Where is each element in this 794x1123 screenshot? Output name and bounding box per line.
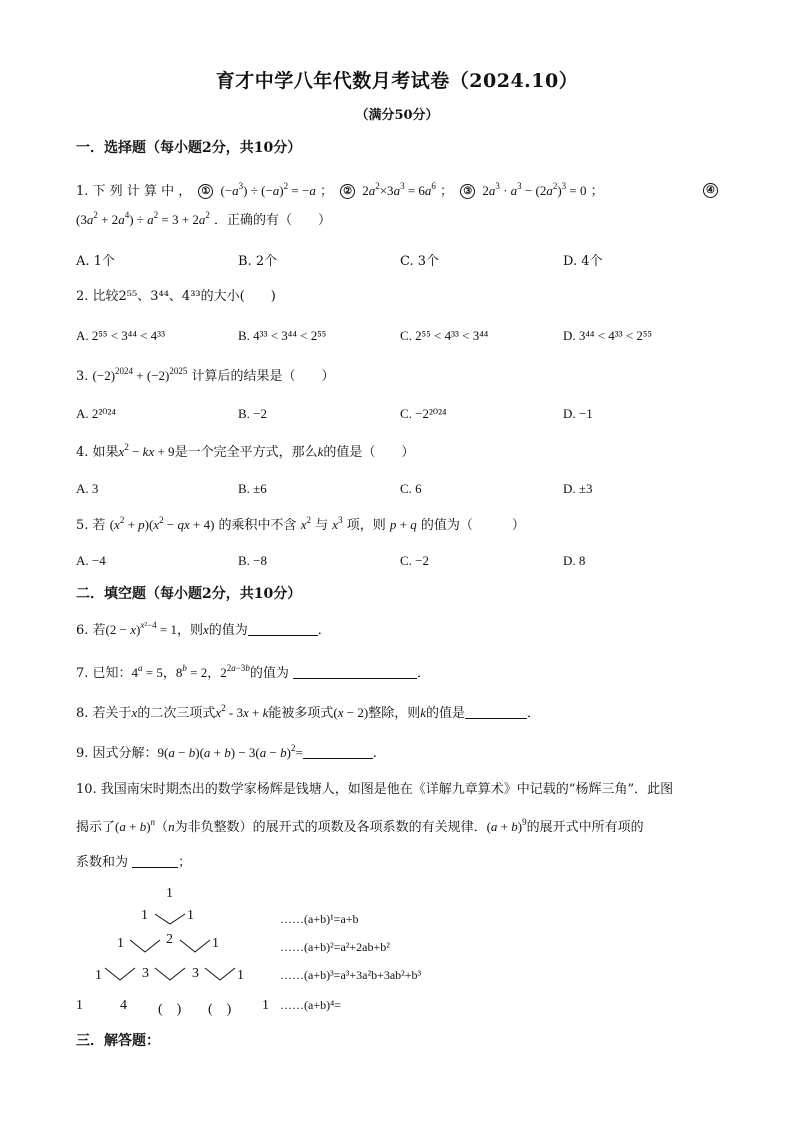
q6-answer-blank[interactable] [248,621,318,636]
q1-option-c[interactable]: C. 3个 [400,254,440,269]
q1-option-d[interactable]: D. 4个 [563,254,603,269]
triangle-formula-1: ……(a+b)¹=a+b [280,912,359,926]
q3-option-a[interactable]: A. 2²⁰²⁴ [76,406,116,421]
q9-expr: $9(a - b)(a + b) - 3(a - b)^2=$ [157,743,303,760]
q4-option-b[interactable]: B. ±6 [238,481,267,496]
question-10-line3: 系数和为 ； [76,855,192,870]
connector-row4-right [205,968,235,980]
q5-option-a[interactable]: A. −4 [76,553,106,568]
triangle-formula-3: ……(a+b)³=a³+3a²b+3ab²+b³ [280,968,422,982]
q5-expr: $(x^2 + p)(x^2$ − qx + 4) [109,515,215,532]
q10-line2-start: 揭示了 [76,820,116,835]
q7-expr: $4^a = 5$，$8^b = 2$，$2^{2a-3b}$ [131,663,250,680]
q4-var-k: k [317,444,324,459]
q1-item4-label: ④ [703,183,718,198]
q1-stem-end: ．正确的有（ ） [213,213,331,228]
section-heading-choice: 一．选择题（每小题2分，共10分） [76,140,302,156]
q8-divisor: (x − 2) [333,705,369,720]
page-title: 育才中学八年代数月考试卷（2024.10） [215,70,579,92]
q4-option-c[interactable]: C. 6 [400,481,422,496]
q7-start: 7. 已知： [76,666,132,681]
q5-stem-mid1: 的乘积中不含 [218,518,297,533]
q3-option-c[interactable]: C. −2²⁰²⁴ [400,406,447,421]
q4-stem-mid: 是一个完全平方式，那么 [174,445,318,460]
q3-option-d[interactable]: D. −1 [563,406,593,421]
q6-expr: $(2 - x)^{x^2-4} = 1$ [105,620,177,637]
q2-option-a[interactable]: A. 2⁵⁵ < 3⁴⁴ < 4³³ [76,328,165,343]
triangle-r2-c1: 1 [141,908,148,923]
q6-start: 6. 若 [76,623,106,638]
q3-stem-end: 计算后的结果是（ ） [191,369,335,384]
triangle-r5-c3-blank: ( ) [158,1002,182,1017]
triangle-r5-c4-blank: ( ) [208,1002,232,1017]
q1-item2-expr: $2a^2\times 3a^3 = 6a^6$ [362,181,436,198]
q6-end: 的值为 [208,623,248,638]
q9-start: 9. 因式分解： [76,746,158,761]
triangle-r4-c3: 3 [192,966,199,981]
q10-answer-blank[interactable] [132,853,178,868]
q8-var-x: x [131,705,138,720]
page-subtitle: （满分50分） [355,108,439,123]
q6-var-x: x [202,622,209,637]
q6-mid: ，则 [176,623,203,638]
q10-expr-n: $(a + b)^n$ [115,817,156,834]
q1-stem-start: 下 列 计 算 中 ， [92,184,192,199]
q3-number: 3. [76,369,93,384]
q7-answer-blank[interactable] [293,664,417,679]
section-heading-fill: 二．填空题（每小题2分，共10分） [76,586,302,602]
yanghui-triangle-figure [70,882,490,1022]
q1-number: 1. [76,184,93,199]
q4-expr: $x^2$ − kx + 9 [118,442,175,459]
q5-option-c[interactable]: C. −2 [400,553,430,568]
section-heading-solve: 三．解答题： [76,1033,160,1049]
q4-option-a[interactable]: A. 3 [76,481,99,496]
triangle-r3-c1: 1 [117,936,124,951]
triangle-r1-c1: 1 [166,886,173,901]
q5-option-b[interactable]: B. −8 [238,553,268,568]
question-1-line2 [76,210,331,231]
q10-var-n: n [168,819,175,834]
connector-row4-mid [155,968,185,980]
q1-item4-wrap [700,181,721,201]
triangle-r3-c2: 2 [166,932,173,947]
q8-end: 的值是 [425,706,465,721]
q3-expr: $(-2)^{2024} + (-2)^{2025}$ [92,366,188,383]
q10-line2-end: 的展开式中所有项的 [526,820,644,835]
q5-option-d[interactable]: D. 8 [563,553,586,568]
q8-var-k: k [420,705,426,720]
q4-stem-end: 的值是（ ） [323,445,415,460]
connector-row3-right [180,940,210,952]
question-1-line1: 1. 下 列 计 算 中 ， ① $(-a^3) \div (-a)^2 = -a$ ； ② $2a^2\times 3a^3 = 6a^6$ ； ③ $2a^3 \cdot a^3 - (2a^2)^3 = 0$ ； [76,181,604,199]
triangle-r5-c2: 4 [120,998,127,1013]
question-9: 9. 因式分解：$9(a - b)(a + b) - 3(a - b)^2=$ . [76,743,377,761]
question-4-stem [76,442,414,463]
q8-mid2: 能被多项式 [268,706,334,721]
q1-item4-expr: $(3a^2 + 2a^4) \div a^2 = 3 + 2a^2$ [76,210,210,227]
q1-option-b[interactable]: B. 2个 [238,254,278,269]
q3-option-b[interactable]: B. −2 [238,406,268,421]
connector-row4-left [105,968,135,980]
triangle-formula-4: ……(a+b)⁴= [280,998,342,1012]
q5-stem-mid3: 项，则 [346,518,386,533]
q8-mid3: 整除，则 [368,706,421,721]
q1-item1-expr: $(-a^3) \div (-a)^2 = -a$ [220,181,316,198]
q7-mid: 的值为 [249,666,289,681]
q1-item3-label: ③ [460,184,475,199]
q8-mid1: 的二次三项式 [137,706,216,721]
triangle-r5-c1: 1 [76,998,83,1013]
triangle-r4-c2: 3 [142,966,149,981]
question-2-stem: 2. 比较2⁵⁵、3⁴⁴、4³³的大小( ) [76,289,276,304]
q10-line2-mid: （ [155,820,169,835]
q2-option-c[interactable]: C. 2⁵⁵ < 4³³ < 3⁴⁴ [400,328,489,343]
triangle-r4-c4: 1 [237,968,244,983]
q5-sum-expr: p + q [389,517,417,532]
q1-item1-label: ① [198,184,213,199]
q1-option-a[interactable]: A. 1个 [76,254,115,269]
q4-option-d[interactable]: D. ±3 [563,481,593,496]
q1-item3-expr: $2a^3 \cdot a^3 - (2a^2)^3 = 0$ [482,181,587,198]
question-3-stem [76,366,335,387]
q8-start: 8. 若关于 [76,706,132,721]
triangle-r4-c1: 1 [95,968,102,983]
q4-stem-start: 4. 如果 [76,445,119,460]
question-10-line2 [76,817,644,838]
question-5-stem [76,515,525,536]
question-7: 7. 已知：$4^a = 5$，$8^b = 2$，$2^{2a-3b}$的值为 ． [76,663,430,681]
q5-term-x2: $x^2$ [300,515,311,532]
q8-answer-blank[interactable] [465,704,527,719]
q5-stem-mid2: 与 [315,518,329,533]
q1-item2-label: ② [340,184,355,199]
triangle-formula-2: ……(a+b)²=a²+2ab+b² [280,940,390,954]
connector-row2 [155,914,185,924]
q9-answer-blank[interactable] [303,744,373,759]
q10-line3: 系数和为 [76,855,129,870]
question-10-line1: 10. 我国南宋时期杰出的数学家杨辉是钱塘人，如图是他在《详解九章算术》中记载的“杨辉三角”．此图 [76,782,674,797]
q10-expr-9: $(a + b)^9$ [486,817,527,834]
q5-term-x3: $x^3$ [332,515,343,532]
q2-option-b[interactable]: B. 4³³ < 3⁴⁴ < 2⁵⁵ [238,328,327,343]
triangle-r2-c2: 1 [187,908,194,923]
q2-option-d[interactable]: D. 3⁴⁴ < 4³³ < 2⁵⁵ [563,328,652,343]
q5-stem-start: 5. 若 [76,518,106,533]
question-8: 8. 若关于x的二次三项式$x^2 - 3x + k$能被多项式(x − 2)整除，则k的值是 ． [76,703,541,721]
triangle-r3-c3: 1 [212,936,219,951]
q8-trinomial: $x^2 - 3x + k$ [215,703,269,720]
connector-row3-left [130,940,160,952]
question-6: 6. 若$(2 - x)^{x^2-4} = 1$，则x的值为 ． [76,620,331,638]
q5-stem-end: 的值为（ ） [420,518,525,533]
q10-line2-mid2: 为非负整数）的展开式的项数及各项系数的有关规律． [174,820,487,835]
triangle-r5-c5: 1 [262,998,269,1013]
